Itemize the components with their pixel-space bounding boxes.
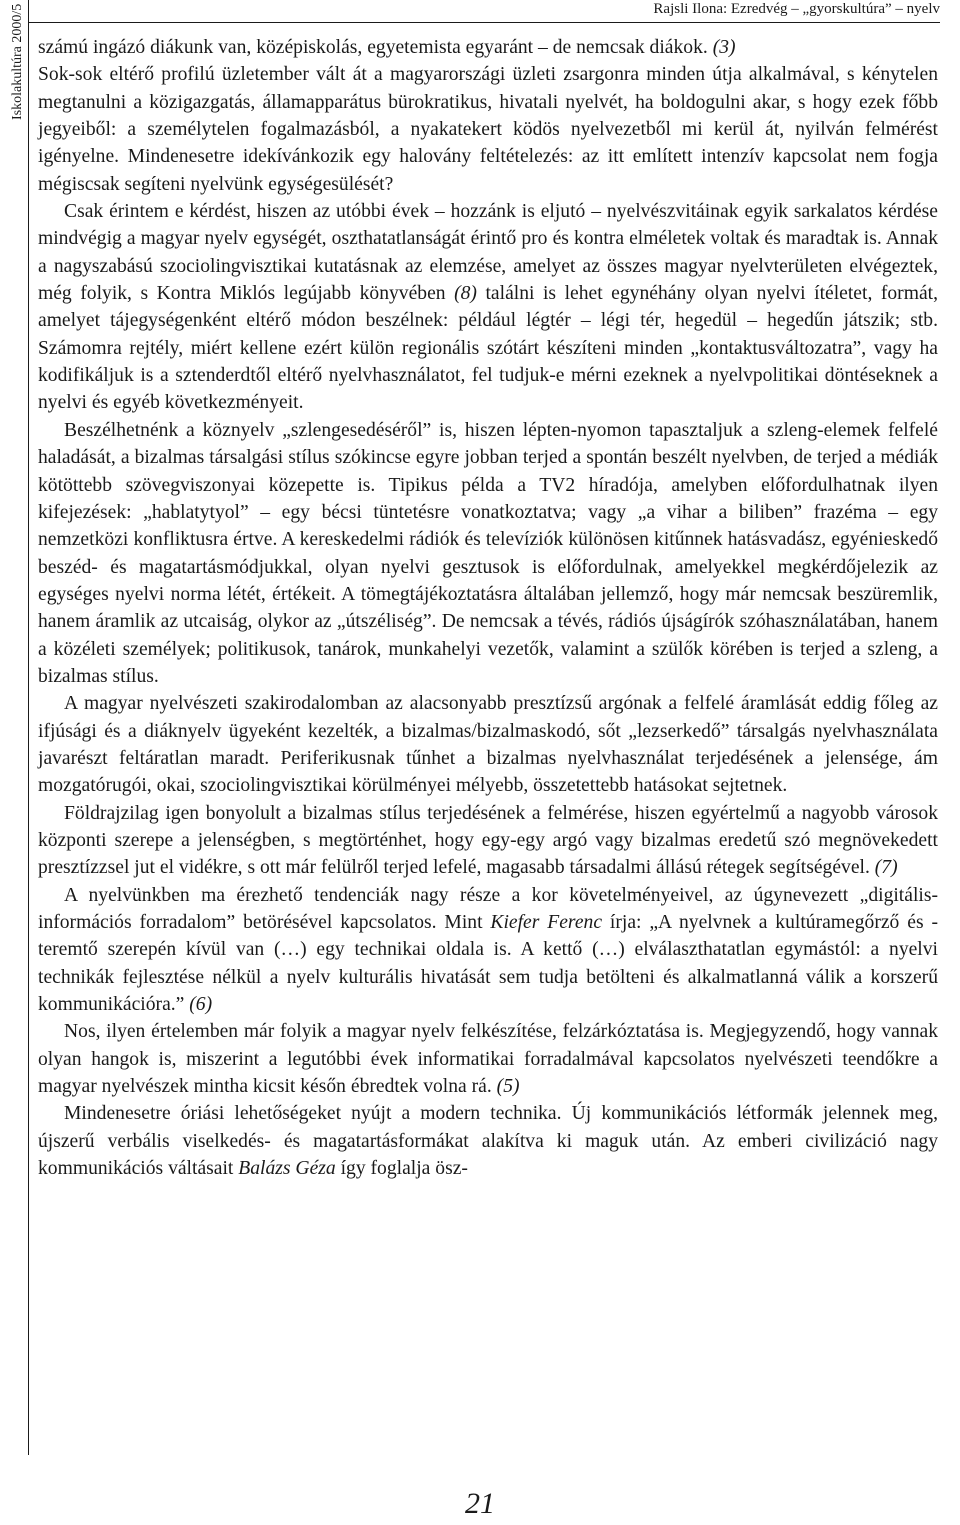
- italic-text: (5): [496, 1076, 520, 1098]
- paragraph: [38, 800, 938, 882]
- italic-text: Kiefer Ferenc: [490, 912, 603, 933]
- running-header: Rajsli Ilona: Ezredvég – „gyorskultúra” – nyelv: [653, 1, 940, 17]
- italic-text: (3): [712, 37, 736, 58]
- paragraph: [38, 1018, 938, 1100]
- paragraph: [38, 61, 938, 198]
- sidebar-rule: [28, 0, 29, 1455]
- page-number: 21: [465, 1487, 495, 1520]
- paragraph: [38, 690, 938, 799]
- paragraph: [38, 1100, 938, 1182]
- text-run: Mindenesetre óriási lehetőségeket nyújt a modern technika. Új kommunikációs létformák jelennek meg, újszerű verbális viselkedés- és magatartásformákat alakítva ki maguk után. Az emberi civilizáció nagy kommunikációs váltásait: [38, 1103, 938, 1180]
- italic-text: (7): [874, 857, 898, 879]
- italic-text: (6): [189, 994, 213, 1016]
- text-run: Nos, ilyen értelemben már folyik a magyar nyelv felkészítése, felzárkóztatása is. Megjegyzendő, hogy vannak olyan hangok is, miszerint a legutóbbi évek informatikai forradalmával kapcsolatos nyelvészeti teendőkre a magyar nyelvészek mintha kicsit későn ébredtek volna rá.: [38, 1021, 938, 1098]
- text-run: Csak érintem e kérdést, hiszen az utóbbi évek – hozzánk is eljutó – nyelvészvitáinak egyik sarkalatos kérdése mindvégig a magyar nyelv egységét, oszthatatlanságát érintő pro és kontra elméletek voltak és maradtak is. Annak a nagyszabású szociolingvisztikai kutatásnak az elemzése, amelyet az összes magyar nyelvterületen elvégeztek, még folyik, s Kontra Miklós legújabb könyvében: [38, 201, 938, 305]
- text-run: írja: „A nyelvnek a kultúramegőrző és -teremtő szerepén kívül van (…) egy technikai oldala is. A kettő (…) elválaszthatatlan egymástól: a nyelvi technikák fejlesztése nélkül a nyelv kulturális hivatását sem tudja betölteni és alkalmatlanná válik a korszerű kommunikációra.”: [38, 912, 938, 1016]
- text-run: így foglalja ösz-: [335, 1158, 468, 1180]
- text-run: számú ingázó diákunk van, középiskolás, egyetemista egyaránt – de nemcsak diákok.: [38, 37, 713, 58]
- text-run: Sok-sok eltérő profilú üzletember vált át a magyarországi üzleti zsargonra minden útja alkalmával, s kénytelen megtanulni a közigazgatás, államapparátus bürokratikus, hivatali nyelvét, ha boldogulni akar, s hogy ezek főbb jegyeiből: a személytelen fogalmazásból, a nyakatekert ködös nyelvezetből mi kerül át, nyilván felmérést igényelne. Mindenesetre idekívánkozik egy halovány feltételezés: az itt említett intenzív kapcsolat nem fogja mégiscsak segíteni nyelvünk egységesülését?: [38, 64, 938, 195]
- journal-label: Iskolakultúra 2000/5: [10, 3, 25, 120]
- italic-text: Balázs Géza: [238, 1158, 336, 1180]
- text-run: A magyar nyelvészeti szakirodalomban az alacsonyabb presztízsű argónak a felfelé áramlását eddig főleg az ifjúsági és a diáknyelv ügyeként kezelték, a bizalmas/bizalmaskodó, sőt „lezserkedő” társalgás nyelvhasználata javarészt feltáratlan maradt. Periferikusnak tűnhet a bizalmas nyelvhasználat terjedésének a jelensége, ám mozgatórugói, okai, szociolingvisztikai körülményei mélyebb, összetettebb hatásokat sejtetnek.: [38, 693, 938, 797]
- header-rule: [28, 22, 940, 23]
- text-run: Beszélhetnénk a köznyelv „szlengesedéséről” is, hiszen lépten-nyomon tapasztaljuk a szleng-elemek felfelé haladását, a bizalmas társalgási stílus szókincse egyre jobban terjed a spontán beszélt nyelvben, de terjed a médiák kötöttebb szövegviszonyai közepette is. Tipikus példa a TV2 híradója, amelyben előfordulhatnak ilyen kifejezések: „hablatytyol” – egy bécsi tüntetésre vonatkoztatva; vagy „a vihar a biliben” frazéma – egy nemzetközi konfliktusra értve. A kereskedelmi rádiók és televíziók különösen kitűnnek hatásvadász, egyénieskedő beszéd- és magatartásmódjukkal, olyan nyelvi gesztusok is előfordulnak, amelyekkel megkérdőjelezik az egységes nyelvi norma létét, értékeit. A tömegtájékoztatásra általában jellemző, hogy már nemcsak beszüremlik, hanem áramlik az utcaiság, olykor az „útszéliség”. De nemcsak a tévés, rádiós újságírók szóhasználatában, hanem a közéleti személyek; politikusok, tanárok, munkahelyi vezetők, valamint a szülők körében is terjed a szleng, a bizalmas stílus.: [38, 419, 938, 687]
- paragraph: [38, 882, 938, 1019]
- text-run: találni is lehet egynéhány olyan nyelvi ítéletet, formát, amelyet tájegységenként eltérő módon beszélnek: például légtér – légi tér, hegedül – hegedűn játszik; stb. Számomra rejtély, miért kellene ezért külön regionális szótárt készíteni minden „kontaktusváltozatra”, vagy ha kodifikáljuk is a sztenderdtől eltérő nyelvhasználatot, fel tudjuk-e mérni ezeknek a nyelvpolitikai döntéseknek a nyelvi és egyéb következményeit.: [38, 283, 938, 414]
- paragraph: [38, 417, 938, 690]
- italic-text: (8): [454, 283, 477, 305]
- text-run: Földrajzilag igen bonyolult a bizalmas stílus terjedésének a felmérése, hiszen egyértelmű a nagyobb városok központi szerepe a jelenségben, s megtörténhet, hogy egy-egy argó vagy bizalmas eredetű szó megnövekedett presztízzsel jut el vidékre, s ott már felülről terjed lefelé, magasabb társadalmi állású rétegek segítségével.: [38, 802, 938, 879]
- paragraph: [38, 34, 938, 61]
- paragraph: [38, 198, 938, 417]
- article-body: [38, 34, 938, 1182]
- text-run: A nyelvünkben ma érezhető tendenciák nagy része a kor követelményeivel, az úgynevezett „digitális-információs forradalom” betörésével kapcsolatos. Mint: [38, 884, 938, 933]
